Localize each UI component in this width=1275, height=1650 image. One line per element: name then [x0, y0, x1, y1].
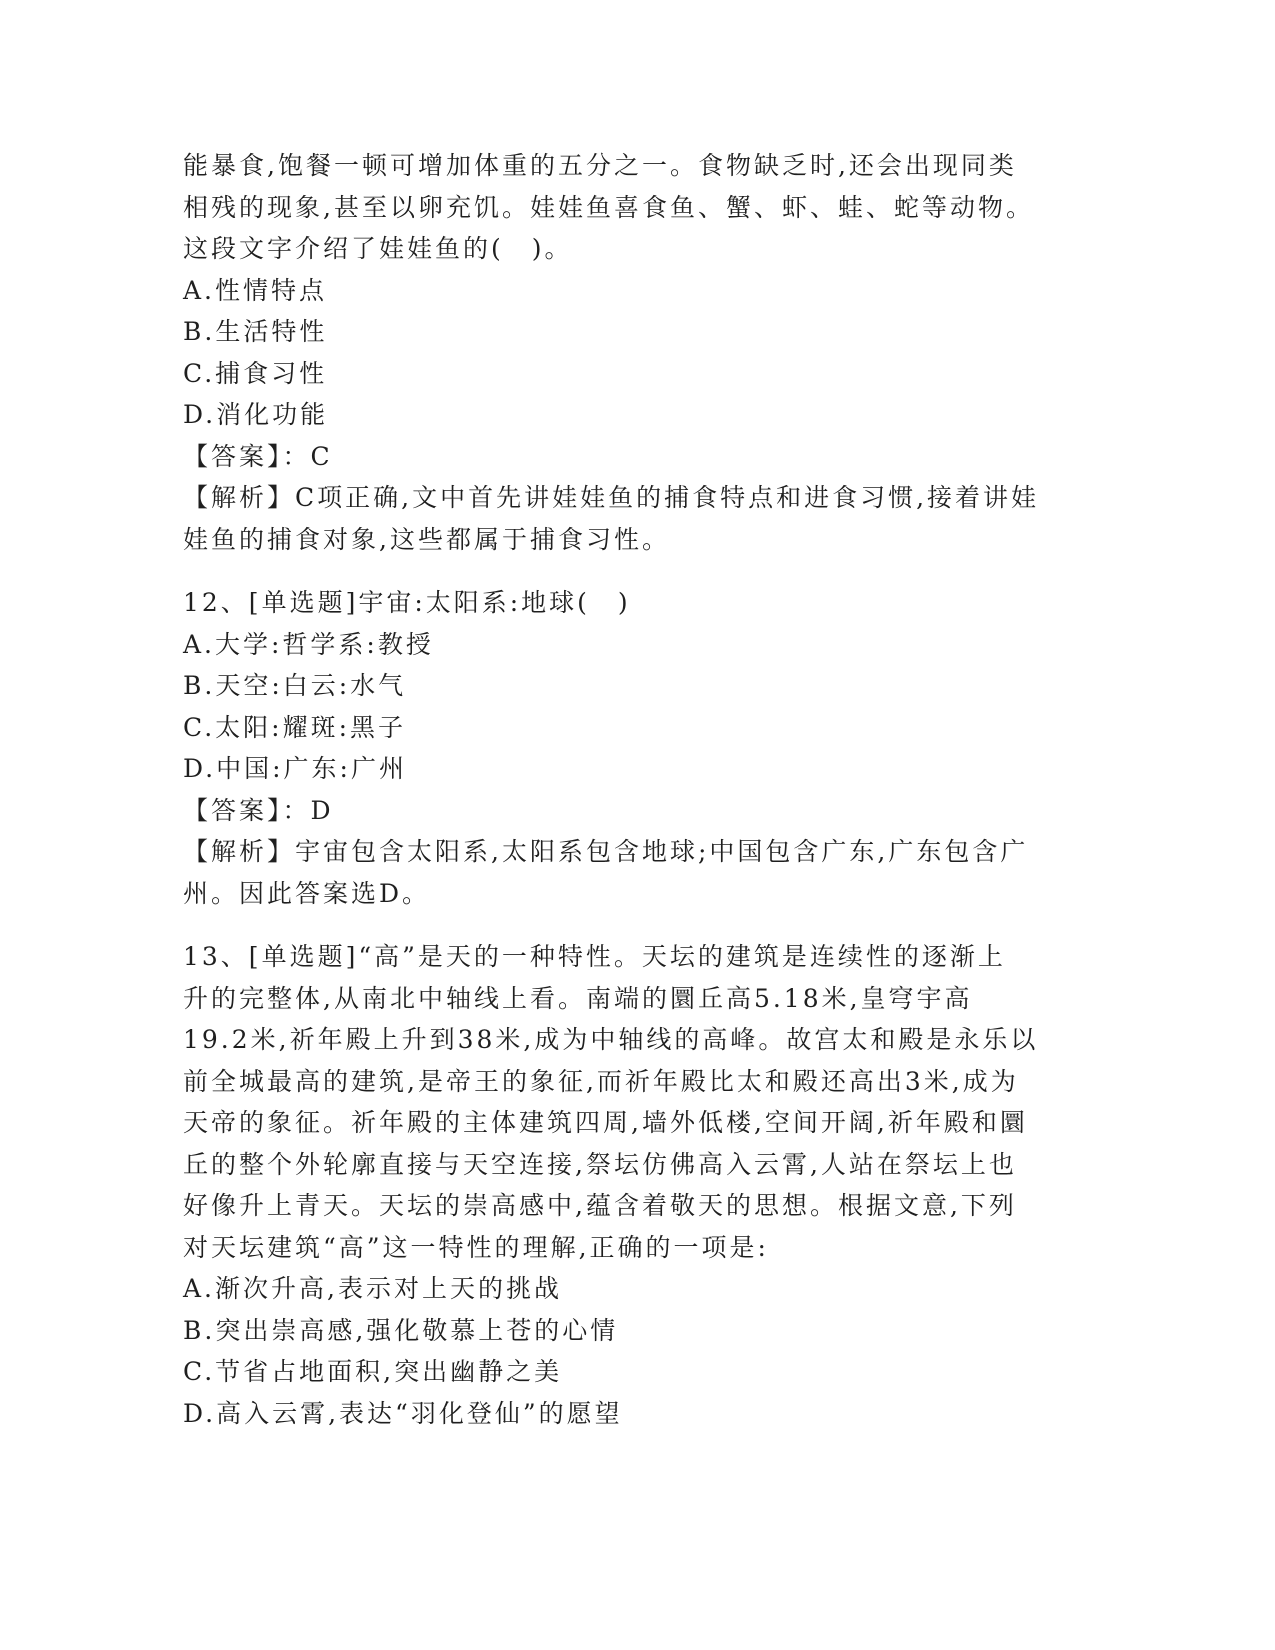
question-stem-line: 13、[单选题]“高”是天的一种特性。天坛的建筑是连续性的逐渐上	[183, 942, 1006, 971]
analysis-line: 【解析】C项正确,文中首先讲娃娃鱼的捕食特点和进食习惯,接着讲娃	[183, 483, 1040, 512]
question-13	[183, 936, 1083, 1434]
question-stem-line: 升的完整体,从南北中轴线上看。南端的圜丘高5.18米,皇穹宇高	[183, 983, 973, 1013]
question-stem-line: 丘的整个外轮廓直接与天空连接,祭坛仿佛高入云霄,人站在祭坛上也	[183, 1149, 1017, 1179]
option-d: D.高入云霄,表达“羽化登仙”的愿望	[183, 1398, 623, 1428]
option-c: C.捕食习性	[183, 358, 328, 388]
question-stem-line: 12、[单选题]宇宙:太阳系:地球( )	[183, 588, 631, 617]
option-d: D.消化功能	[183, 400, 329, 429]
question-stem-line: 能暴食,饱餐一顿可增加体重的五分之一。食物缺乏时,还会出现同类	[183, 151, 1017, 180]
answer-line: 【答案】：C	[183, 441, 333, 471]
question-stem-line: 好像升上青天。天坛的崇高感中,蕴含着敬天的思想。根据文意,下列	[183, 1191, 1017, 1220]
question-stem-line: 相残的现象,甚至以卵充饥。娃娃鱼喜食鱼、蟹、虾、蛙、蛇等动物。	[183, 192, 1034, 222]
question-stem-line: 对天坛建筑“高”这一特性的理解,正确的一项是:	[183, 1232, 769, 1262]
option-c: C.节省占地面积,突出幽静之美	[183, 1357, 563, 1386]
question-stem-line: 前全城最高的建筑,是帝王的象征,而祈年殿比太和殿还高出3米,成为	[183, 1066, 1019, 1096]
option-c: C.太阳:耀斑:黑子	[183, 712, 407, 742]
option-a: A.大学:哲学系:教授	[183, 629, 434, 659]
question-stem-line: 19.2米,祈年殿上升到38米,成为中轴线的高峰。故宫太和殿是永乐以	[183, 1025, 1039, 1054]
question-stem-line: 天帝的象征。祈年殿的主体建筑四周,墙外低楼,空间开阔,祈年殿和圜	[183, 1108, 1028, 1137]
analysis-line: 州。因此答案选D。	[183, 878, 431, 908]
analysis-line: 娃鱼的捕食对象,这些都属于捕食习性。	[183, 524, 670, 554]
option-b: B.生活特性	[183, 317, 328, 346]
question-spacer	[183, 914, 1083, 936]
option-a: A.性情特点	[183, 275, 328, 305]
question-11	[183, 145, 1083, 560]
option-a: A.渐次升高,表示对上天的挑战	[183, 1274, 562, 1303]
option-d: D.中国:广东:广州	[183, 754, 407, 783]
question-stem-line: 这段文字介绍了娃娃鱼的( )。	[183, 234, 573, 263]
analysis-line: 【解析】宇宙包含太阳系,太阳系包含地球;中国包含广东,广东包含广	[183, 837, 1029, 866]
question-spacer	[183, 560, 1083, 582]
question-12	[183, 582, 1083, 914]
option-b: B.天空:白云:水气	[183, 671, 407, 700]
option-b: B.突出崇高感,强化敬慕上苍的心情	[183, 1315, 619, 1345]
answer-line: 【答案】：D	[183, 795, 334, 825]
document-page	[183, 145, 1083, 1434]
